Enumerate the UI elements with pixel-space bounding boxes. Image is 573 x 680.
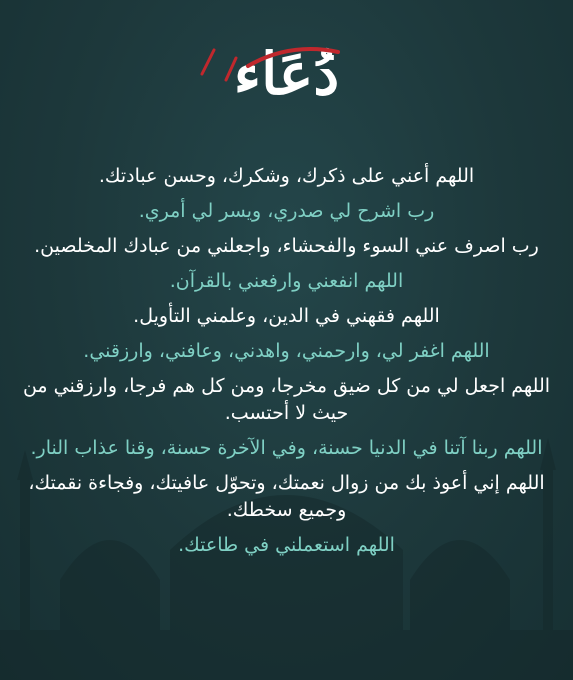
dua-line: رب اشرح لي صدري، ويسر لي أمري. [138, 200, 435, 222]
page-title: دُعَاء [233, 40, 340, 108]
dua-line: اللهم ربنا آتنا في الدنيا حسنة، وفي الآخرة حسنة، وقنا عذاب النار. [30, 437, 543, 459]
dua-line: اللهم اغفر لي، وارحمني، واهدني، وعافني، وارزقني. [83, 340, 490, 362]
dua-line: اللهم فقهني في الدين، وعلمني التأويل. [133, 305, 440, 327]
title-accent-marks [0, 14, 573, 134]
header [0, 14, 573, 134]
dua-line: اللهم إني أعوذ بك من زوال نعمتك، وتحوّل عافيتك، وفجاءة نقمتك، وجميع سخطك. [28, 472, 545, 521]
dua-line: اللهم أعني على ذكرك، وشكرك، وحسن عبادتك. [98, 165, 475, 187]
dua-list [22, 163, 551, 567]
dua-line: رب اصرف عني السوء والفحشاء، واجعلني من عبادك المخلصين. [34, 235, 539, 257]
dua-line: اللهم اجعل لي من كل ضيق مخرجا، ومن كل هم فرجا، وارزقني من حيث لا أحتسب. [22, 375, 551, 424]
dua-line: اللهم انفعني وارفعني بالقرآن. [169, 270, 404, 292]
dua-line: اللهم استعملني في طاعتك. [178, 534, 395, 556]
